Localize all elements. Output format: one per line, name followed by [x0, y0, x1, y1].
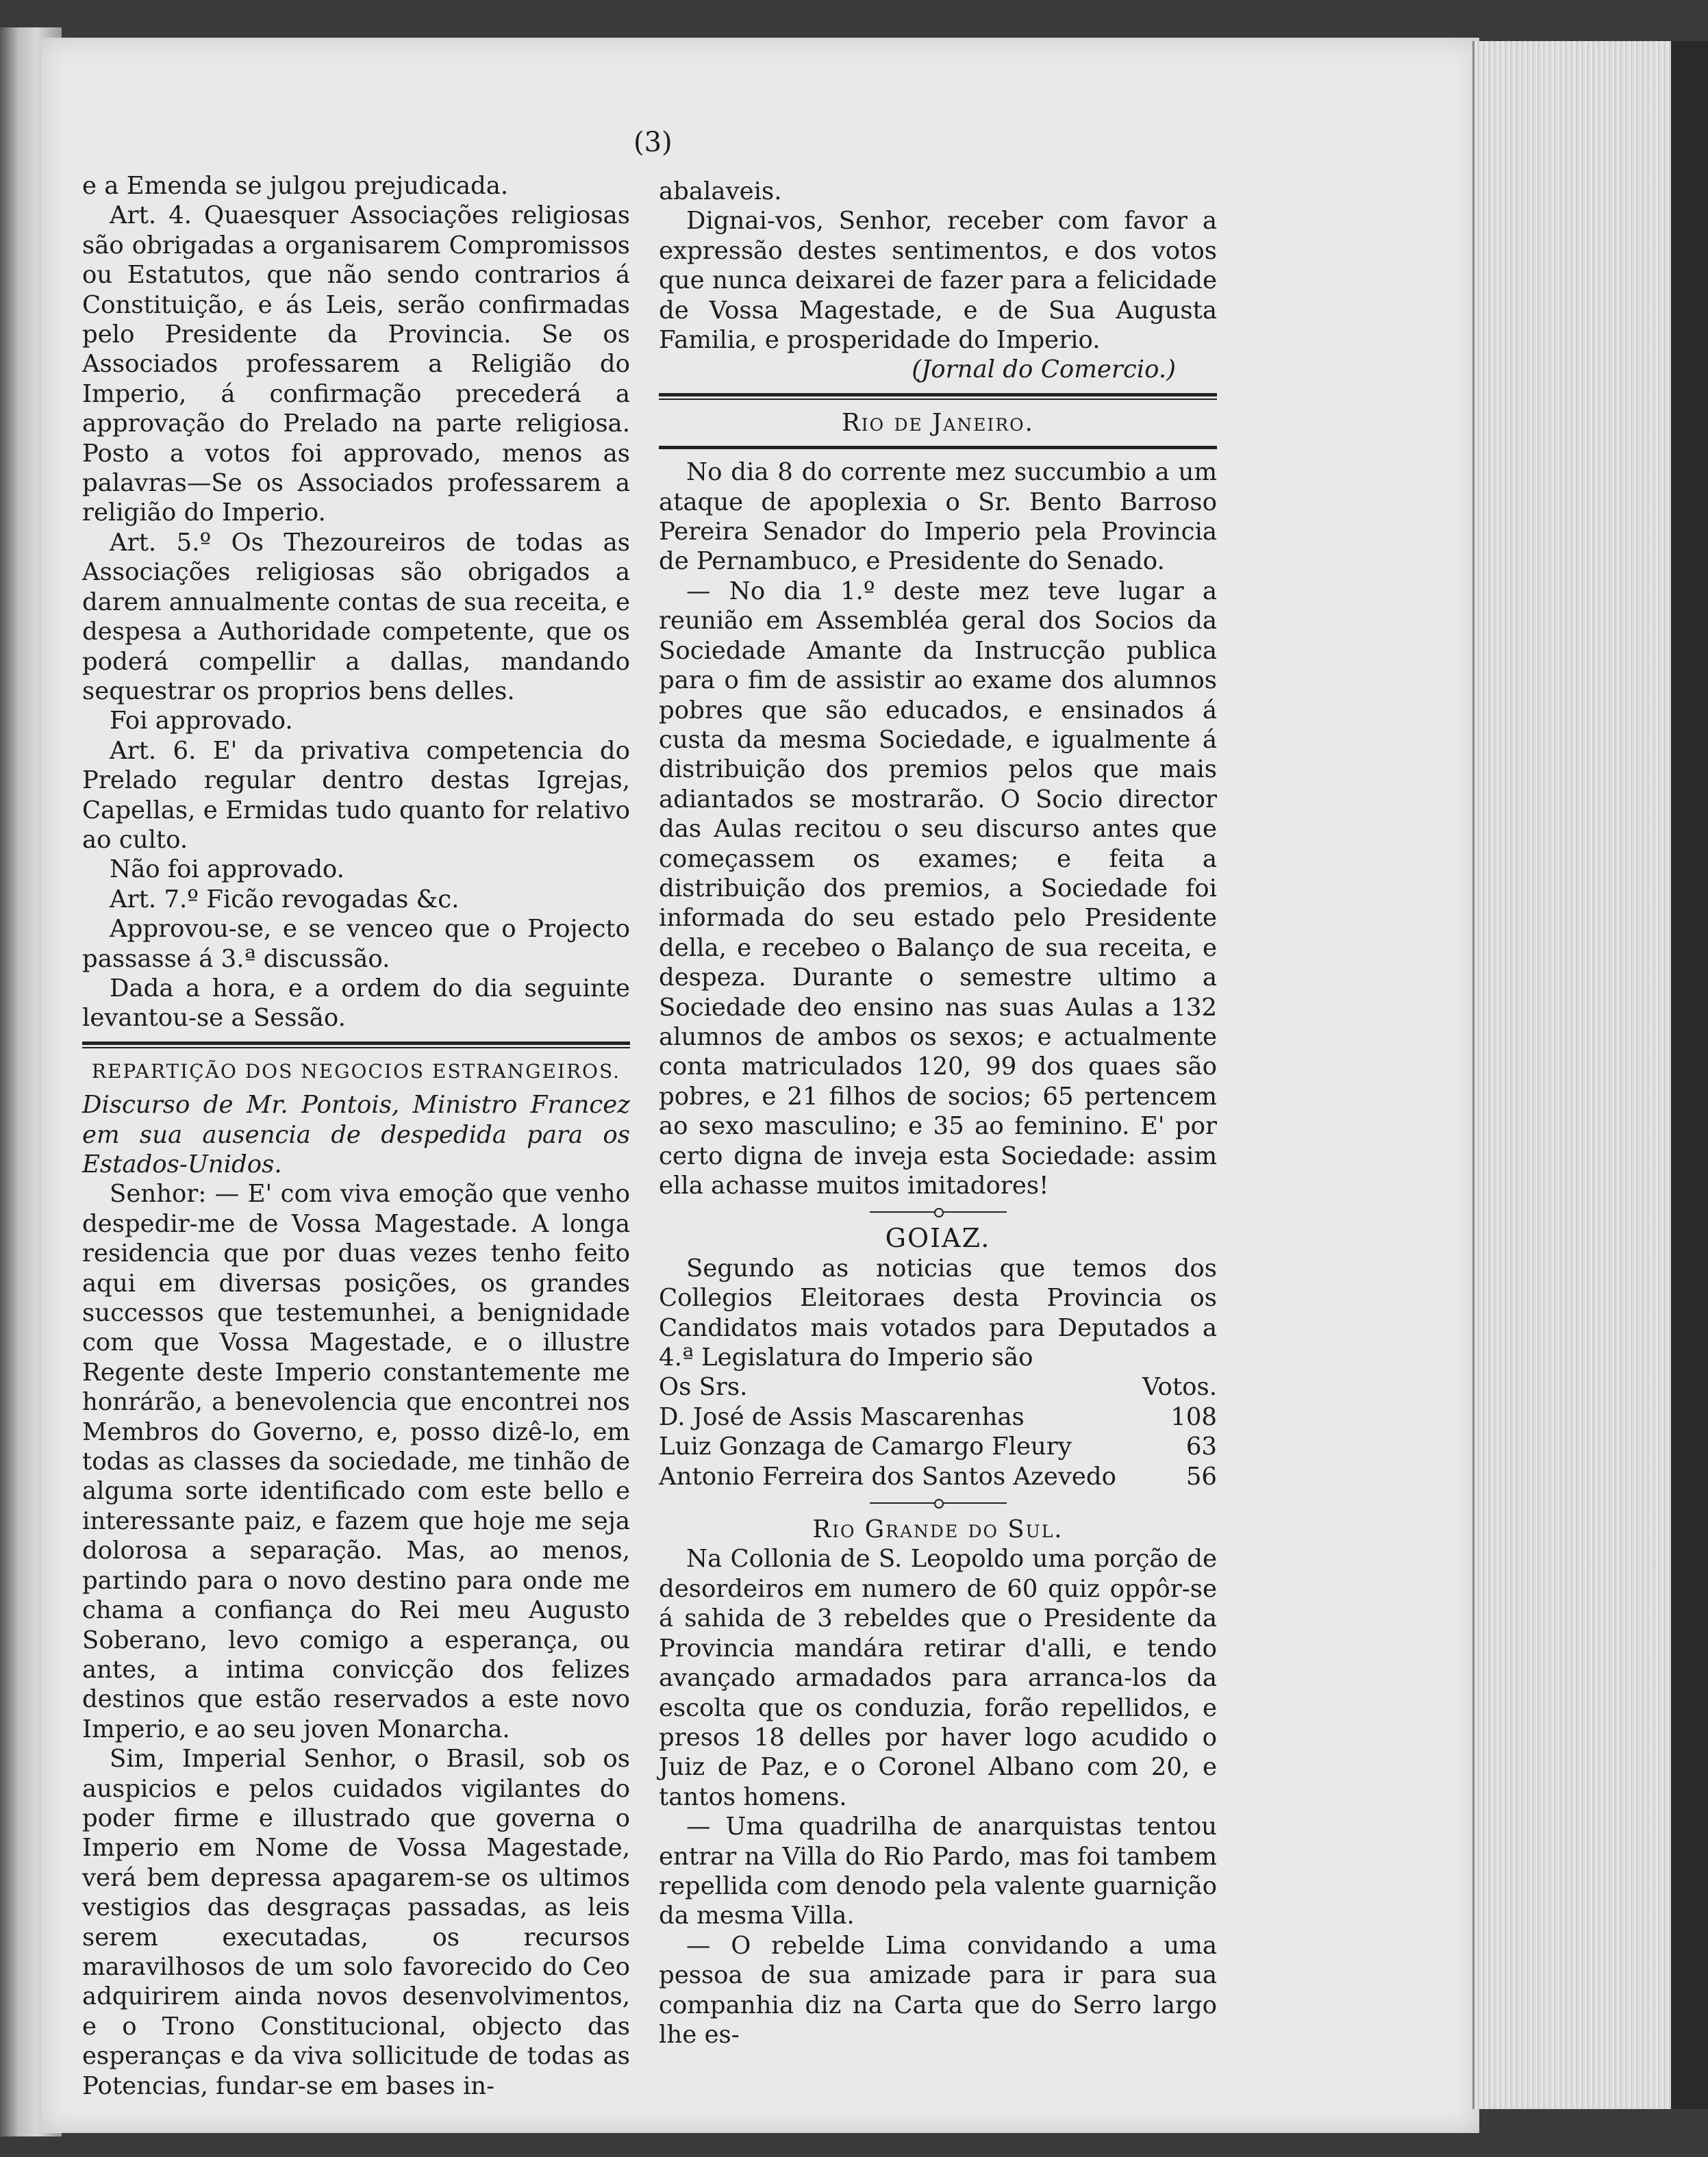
goiaz-paragraph: Segundo as noticias que temos dos Collegios Eleitoraes desta Provincia os Candidatos mais votados para Deputados a 4.ª Legislatura do Imperio são: [659, 1254, 1217, 1372]
continuation: abalaveis.: [659, 177, 782, 205]
article-4: Art. 4. Quaesquer Associações religiosas são obrigadas a organisarem Compromissos ou Estatutos, que não sendo contrarios á Constituição, e ás Leis, serão confirmadas pelo Presidente da Provincia. Se os Associados professarem a Religião do Imperio, á confirmação precederá a approvação do Prelado na parte religiosa. Posto a votos foi approvado, menos as palavras—Se os Associados professarem a religião do Imperio.: [82, 201, 630, 527]
article-7: Art. 7.º Ficão revogadas &c.: [110, 885, 460, 913]
book-cover: [1671, 41, 1708, 2109]
session-close: Dada a hora, e a ordem do dia seguinte levantou-se a Sessão.: [82, 974, 630, 1033]
emenda-paragraph: e a Emenda se julgou prejudicada.: [82, 172, 509, 200]
approvou-paragraph: Approvou-se, e se venceo que o Projecto passasse á 3.ª discussão.: [82, 915, 630, 973]
vote-name: Luiz Gonzaga de Camargo Fleury: [659, 1433, 1072, 1461]
vote-count: 108: [1170, 1402, 1217, 1431]
vote-count: 63: [1185, 1433, 1217, 1461]
vote-count: 56: [1185, 1462, 1217, 1491]
speech-title: Discurso de Mr. Pontois, Ministro Francez em sua ausencia de despedida para os Estados-Unidos.: [82, 1091, 630, 1178]
section-title-foreign: REPARTIÇÃO DOS NEGOCIOS ESTRANGEIROS.: [91, 1059, 621, 1083]
divider-rio: [659, 446, 1217, 449]
not-approved-note: Não foi approvado.: [110, 855, 344, 884]
rgs-paragraph-2: — Uma quadrilha de anarquistas tentou entrar na Villa do Rio Pardo, mas foi tambem repellida com denodo pela valente guarnição da mesma Villa.: [659, 1813, 1217, 1930]
article-5: Art. 5.º Os Thezoureiros de todas as Associações religiosas são obrigados a darem annualmente contas de sua receita, e despesa a Authoridade competente, que os poderá compellir a dallas, mandando sequestrar os proprios bens delles.: [82, 528, 631, 705]
vote-name: D. José de Assis Mascarenhas: [659, 1402, 1025, 1431]
ornament-divider: [870, 1203, 1007, 1221]
section-title-rio: Rio de Janeiro.: [842, 408, 1034, 437]
source-citation: (Jornal do Comercio.): [912, 355, 1176, 384]
ornament-divider: [870, 1494, 1007, 1512]
speech-paragraph-1: Senhor: — E' com viva emoção que venho despedir-me de Vossa Magestade. A longa residencia que por duas vezes tenho feito aqui em diversas posições, os grandes successos que testemunhei, a benignidade com que Vossa Magestade, e o illustre Regente deste Imperio constantemente me honrárão, a benevolencia que encontrei nos Membros do Governo, e, posso dizê-lo, em todas as classes da sociedade, me tinhão de alguma sorte identificado com este bello e interessante paiz, e fazem que hoje me seja dolorosa a separação. Mas, ao menos, partindo para o novo destino para onde me chama a confiança do Rei meu Augusto Soberano, levo comigo a esperança, ou antes, a intima convicção dos felizes destinos que estão reservados a este novo Imperio, e ao seu joven Monarcha.: [82, 1180, 630, 1743]
section-divider: [82, 1042, 630, 1048]
approved-note: Foi approvado.: [110, 707, 293, 735]
rio-paragraph-2: — No dia 1.º deste mez teve lugar a reunião em Assembléa geral dos Socios da Sociedade Amante da Instrucção publica para o fim de assistir ao exame dos alumnos pobres que são educados, e ensinados á custa da mesma Sociedade, e igualmente á distribuição dos premios pelos que mais adiantados se mostrarão. O Socio director das Aulas recitou o seu discurso antes que começassem os exames; e feita a distribuição dos premios, a Sociedade foi informada do seu estado pelo Presidente della, e recebeo o Balanço de sua receita, e despeza. Durante o semestre ultimo a Sociedade deo ensino nas suas Aulas a 132 alumnos de ambos os sexos; e actualmente conta matriculados 120, 99 dos quaes são pobres, e 21 filhos de socios; 65 pertencem ao sexo masculino; e 35 ao feminino. E' por certo digna de inveja esta Sociedade: assim ella achasse muitos imitadores!: [659, 577, 1217, 1200]
votes-header-right: Votos.: [1142, 1373, 1217, 1402]
section-title-rgs: Rio Grande do Sul.: [812, 1515, 1064, 1544]
right-column: [659, 177, 1217, 2049]
speech-paragraph-2: Sim, Imperial Senhor, o Brasil, sob os auspicios e pelos cuidados vigilantes do poder firme e illustrado que governa o Imperio em Nome de Vossa Magestade, verá bem depressa apagarem-se os ultimos vestigios das desgraças passadas, as leis serem executadas, os recursos maravilhosos de um solo favorecido do Ceo adquirirem ainda novos desenvolvimentos, e o Trono Constitucional, objecto das esperanças e da viva sollicitude de todas as Potencias, fundar-se em bases in-: [82, 1745, 630, 2100]
article-6: Art. 6. E' da privativa competencia do Prelado regular dentro destas Igrejas, Capellas, e Ermidas tudo quanto for relativo ao culto.: [82, 736, 630, 854]
rgs-paragraph-1: Na Collonia de S. Leopoldo uma porção de desordeiros em numero de 60 quiz oppôr-se á sahida de 3 rebeldes que o Presidente da Provincia mandára retirar d'alli, e tendo avançado armadados para arranca-los da escolta que os conduzia, forão repellidos, e presos 18 delles por haver logo acudido o Juiz de Paz, e o Coronel Albano com 20, e tantos homens.: [659, 1545, 1217, 1811]
divider-top: [659, 393, 1217, 400]
votes-table: [659, 1372, 1217, 1491]
left-column: [82, 171, 630, 2101]
rio-paragraph-1: No dia 8 do corrente mez succumbio a um ataque de apoplexia o Sr. Bento Barroso Pereira Senador do Imperio pela Provincia de Pernambuco, e Presidente do Senado.: [659, 458, 1217, 576]
vote-name: Antonio Ferreira dos Santos Azevedo: [659, 1462, 1117, 1491]
dignai-paragraph: Dignai-vos, Senhor, receber com favor a expressão destes sentimentos, e dos votos que nunca deixarei de fazer para a felicidade de Vossa Magestade, e de Sua Augusta Familia, e prosperidade do Imperio.: [659, 207, 1217, 355]
rgs-paragraph-3: — O rebelde Lima convidando a uma pessoa de sua amizade para ir para sua companhia diz na Carta que do Serro largo lhe es-: [659, 1931, 1217, 2049]
page-edges: [1472, 41, 1680, 2109]
votes-header-left: Os Srs.: [659, 1373, 748, 1402]
page-number: (3): [633, 127, 673, 158]
section-title-goiaz: GOIAZ.: [885, 1223, 991, 1254]
